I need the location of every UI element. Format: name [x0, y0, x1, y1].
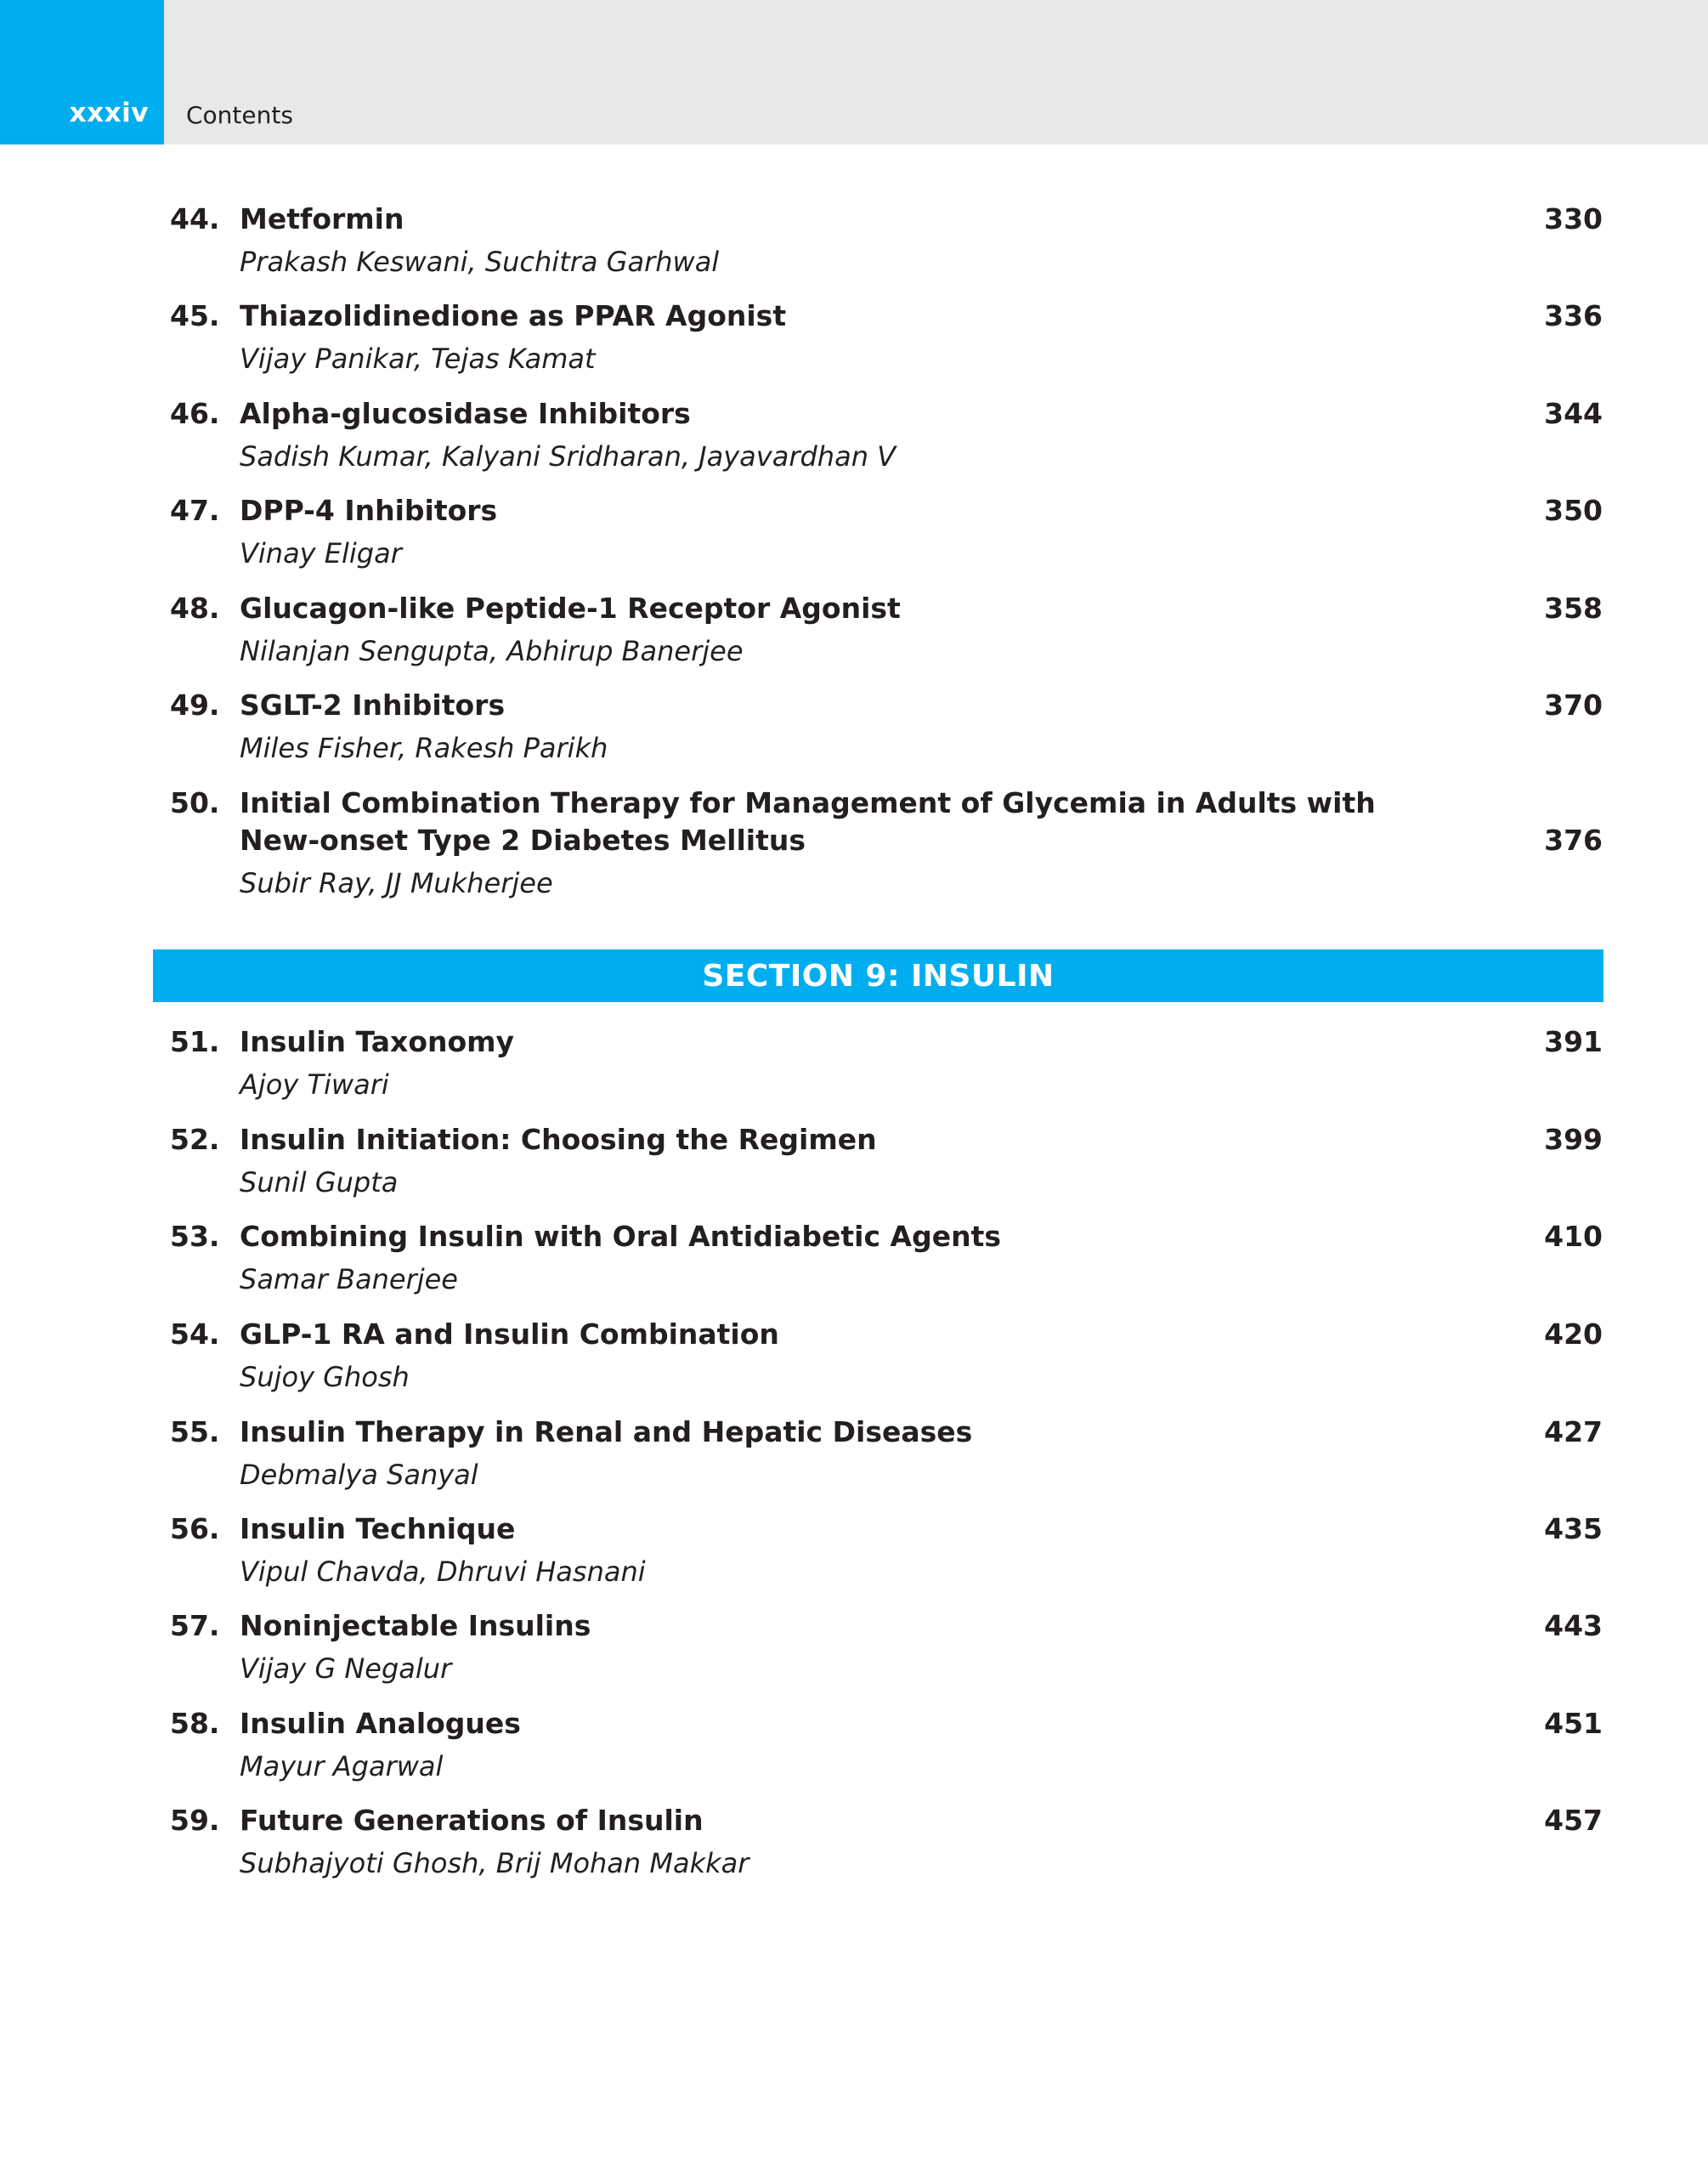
- chapter-title[interactable]: Noninjectable Insulins: [240, 1609, 591, 1642]
- chapter-number: 44.: [170, 202, 220, 235]
- chapter-page: 358: [1544, 592, 1603, 625]
- chapter-title[interactable]: Alpha-glucosidase Inhibitors: [240, 397, 691, 430]
- chapter-authors: Prakash Keswani, Suchitra Garhwal: [240, 246, 720, 278]
- chapter-title[interactable]: Insulin Therapy in Renal and Hepatic Diseases: [240, 1415, 973, 1448]
- chapter-authors: Vinay Eligar: [240, 537, 402, 570]
- chapter-title[interactable]: Insulin Initiation: Choosing the Regimen: [240, 1123, 877, 1156]
- chapter-page: 443: [1544, 1609, 1603, 1642]
- chapter-authors: Subir Ray, JJ Mukherjee: [240, 867, 553, 899]
- chapter-number: 45.: [170, 299, 220, 332]
- section-title: SECTION 9: INSULIN: [702, 959, 1055, 994]
- chapter-page: 391: [1544, 1025, 1603, 1058]
- chapter-number: 54.: [170, 1318, 220, 1351]
- chapter-page: 420: [1544, 1318, 1603, 1351]
- chapter-number: 46.: [170, 397, 220, 430]
- chapter-title[interactable]: Insulin Taxonomy: [240, 1025, 515, 1058]
- chapter-title[interactable]: Combining Insulin with Oral Antidiabetic Agents: [240, 1220, 1001, 1253]
- chapter-authors: Samar Banerjee: [240, 1263, 458, 1295]
- chapter-page: 370: [1544, 688, 1603, 722]
- chapter-title[interactable]: SGLT-2 Inhibitors: [240, 688, 506, 722]
- page-number: xxxiv: [69, 98, 149, 128]
- chapter-authors: Ajoy Tiwari: [240, 1068, 389, 1101]
- chapter-page: 410: [1544, 1220, 1603, 1253]
- chapter-title[interactable]: Glucagon-like Peptide-1 Receptor Agonist: [240, 592, 901, 625]
- chapter-title[interactable]: Future Generations of Insulin: [240, 1804, 704, 1837]
- chapter-title-line-1[interactable]: Initial Combination Therapy for Management of Glycemia in Adults with: [240, 786, 1376, 819]
- chapter-authors: Nilanjan Sengupta, Abhirup Banerjee: [240, 635, 744, 667]
- chapter-authors: Debmalya Sanyal: [240, 1459, 478, 1491]
- chapter-page: 399: [1544, 1123, 1603, 1156]
- chapter-authors: Vipul Chavda, Dhruvi Hasnani: [240, 1556, 646, 1588]
- chapter-number: 59.: [170, 1804, 220, 1837]
- chapter-title[interactable]: DPP-4 Inhibitors: [240, 494, 498, 527]
- chapter-number: 55.: [170, 1415, 220, 1448]
- chapter-page: 435: [1544, 1512, 1603, 1545]
- chapter-page: 344: [1544, 397, 1603, 430]
- chapter-authors: Sadish Kumar, Kalyani Sridharan, Jayavardhan V: [240, 440, 896, 473]
- chapter-title[interactable]: Thiazolidinedione as PPAR Agonist: [240, 299, 787, 332]
- chapter-number: 51.: [170, 1025, 220, 1058]
- chapter-authors: Sunil Gupta: [240, 1166, 399, 1198]
- chapter-number: 53.: [170, 1220, 220, 1253]
- chapter-authors: Vijay G Negalur: [240, 1652, 452, 1685]
- chapter-number: 49.: [170, 688, 220, 722]
- chapter-page: 457: [1544, 1804, 1603, 1837]
- chapter-page: 336: [1544, 299, 1603, 332]
- chapter-page: 427: [1544, 1415, 1603, 1448]
- chapter-page: 330: [1544, 202, 1603, 235]
- chapter-page: 376: [1544, 824, 1603, 857]
- chapter-title[interactable]: Insulin Analogues: [240, 1707, 521, 1740]
- chapter-number: 52.: [170, 1123, 220, 1156]
- section-heading-bar: [153, 949, 1603, 1002]
- chapter-page: 451: [1544, 1707, 1603, 1740]
- running-head: Contents: [186, 101, 293, 129]
- chapter-authors: Sujoy Ghosh: [240, 1361, 410, 1393]
- chapter-authors: Miles Fisher, Rakesh Parikh: [240, 732, 608, 764]
- chapter-title[interactable]: Insulin Technique: [240, 1512, 516, 1545]
- chapter-number: 58.: [170, 1707, 220, 1740]
- chapter-authors: Vijay Panikar, Tejas Kamat: [240, 343, 596, 375]
- chapter-title[interactable]: Metformin: [240, 202, 404, 235]
- chapter-page: 350: [1544, 494, 1603, 527]
- chapter-authors: Mayur Agarwal: [240, 1750, 444, 1782]
- chapter-number: 48.: [170, 592, 220, 625]
- chapter-number: 50.: [170, 786, 220, 819]
- chapter-number: 56.: [170, 1512, 220, 1545]
- chapter-number: 47.: [170, 494, 220, 527]
- chapter-title[interactable]: GLP-1 RA and Insulin Combination: [240, 1318, 779, 1351]
- chapter-title-line-2[interactable]: New-onset Type 2 Diabetes Mellitus: [240, 824, 806, 857]
- chapter-number: 57.: [170, 1609, 220, 1642]
- chapter-authors: Subhajyoti Ghosh, Brij Mohan Makkar: [240, 1847, 749, 1879]
